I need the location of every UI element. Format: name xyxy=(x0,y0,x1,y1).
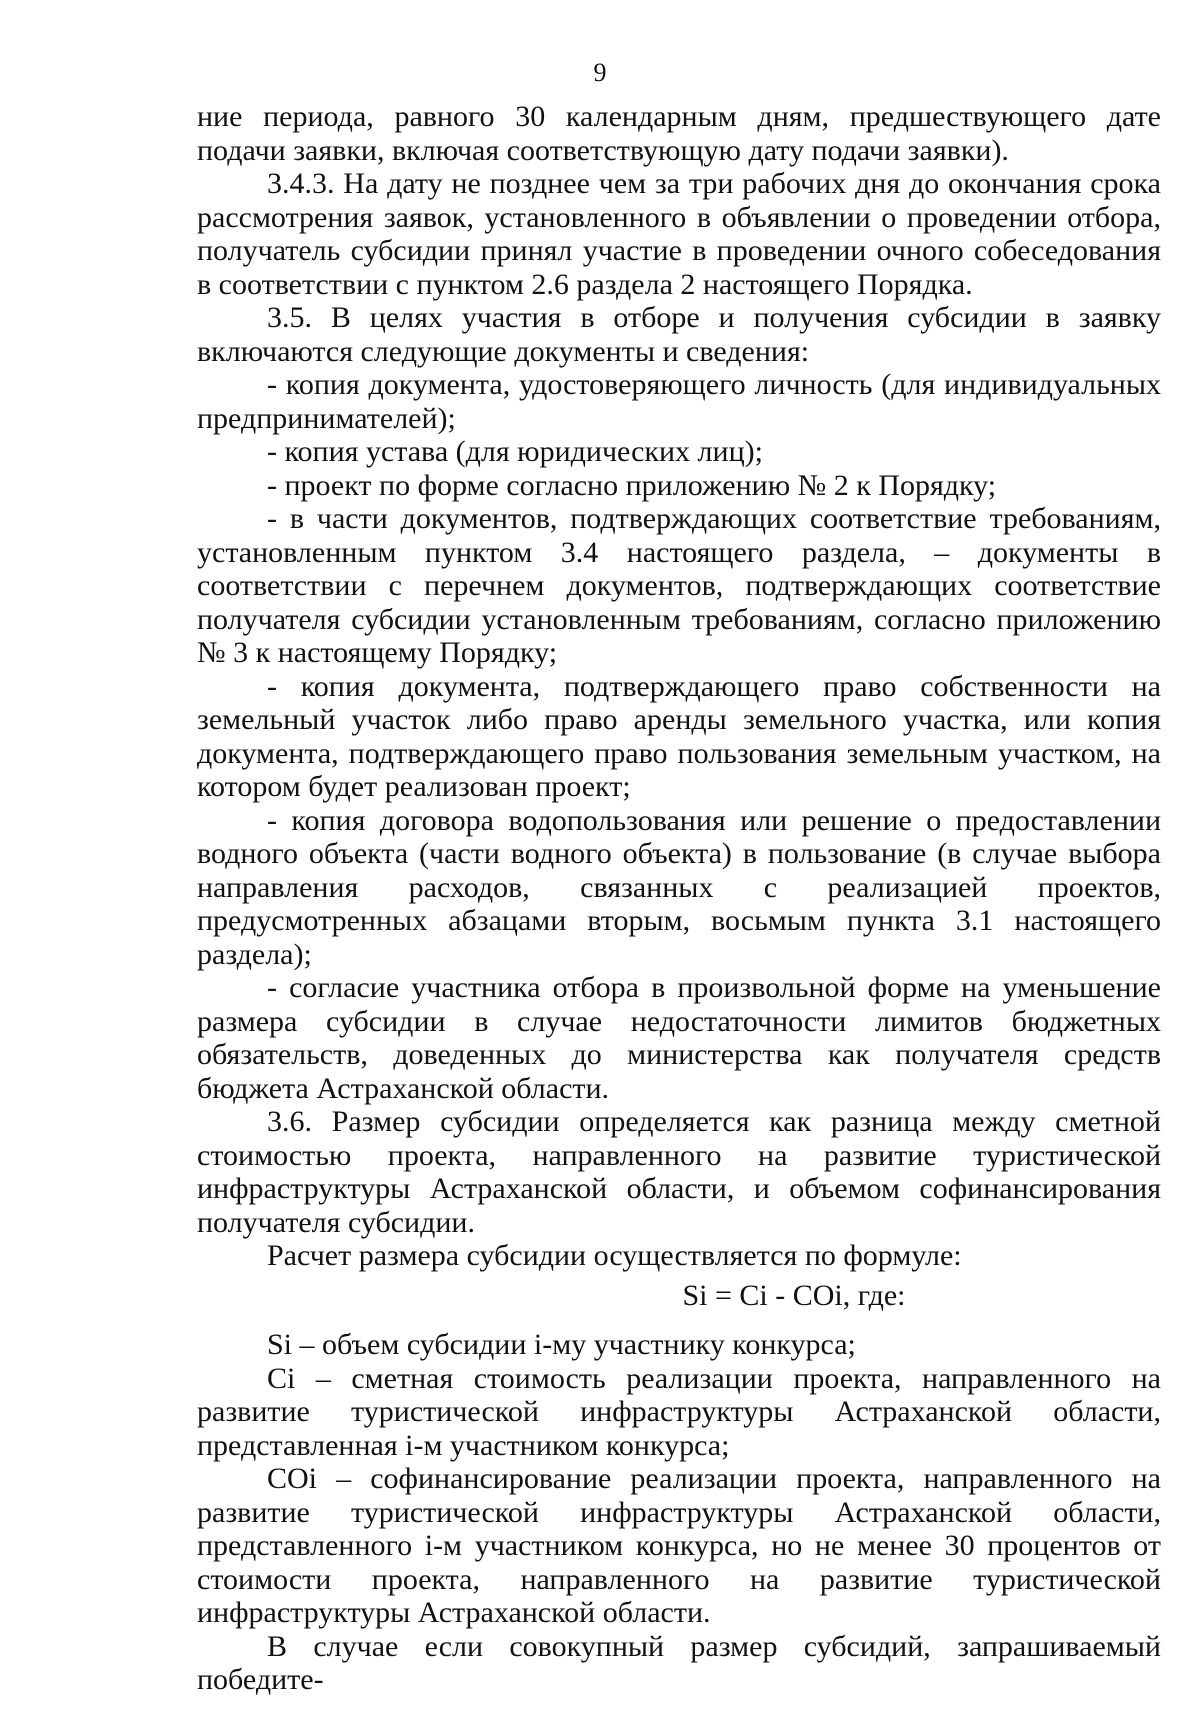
paragraph-total-subsidy: В случае если совокупный размер субсидий, запрашиваемый победите- xyxy=(197,1629,1161,1696)
definition-ci: Ci – сметная стоимость реализации проекта, направленного на развитие туристической инфраструктуры Астраханской области, представленная i-м участником конкурса; xyxy=(197,1361,1161,1462)
paragraph-continuation: ние периода, равного 30 календарным дням, предшествующего дате подачи заявки, включая соответствующую дату подачи заявки). xyxy=(197,100,1161,167)
subsidy-formula: Si = Ci - COi, где: xyxy=(682,1278,906,1312)
document-body xyxy=(197,100,1161,1697)
paragraph-formula-intro: Расчет размера субсидии осуществляется по формуле: xyxy=(267,1239,962,1272)
paragraph-3-5: 3.5. В целях участия в отборе и получения субсидии в заявку включаются следующие документы и сведения: xyxy=(197,301,1161,368)
list-item-consent: - согласие участника отбора в произвольной форме на уменьшение размера субсидии в случае недостаточности лимитов бюджетных обязательств, доведенных до министерства как получателя средств бюджета Астраханской области. xyxy=(197,971,1161,1105)
list-item-identity-document: - копия документа, удостоверяющего личность (для индивидуальных предпринимателей); xyxy=(197,368,1161,435)
list-item-compliance-documents: - в части документов, подтверждающих соответствие требованиям, установленным пунктом 3.4 настоящего раздела, – документы в соответствии с перечнем документов, подтверждающих соответствие получателя субсидии установленным требованиям, согласно приложению № 3 к настоящему Порядку; xyxy=(197,502,1161,669)
paragraph-3-6: 3.6. Размер субсидии определяется как разница между сметной стоимостью проекта, направленного на развитие туристической инфраструктуры Астраханской области, и объемом софинансирования получателя субсидии. xyxy=(197,1105,1161,1239)
paragraph-3-4-3: 3.4.3. На дату не позднее чем за три рабочих дня до окончания срока рассмотрения заявок, установленного в объявлении о проведении отбора, получатель субсидии принял участие в проведении очного собеседования в соответствии с пунктом 2.6 раздела 2 настоящего Порядка. xyxy=(197,167,1161,301)
definition-si: Si – объем субсидии i-му участнику конкурса; xyxy=(267,1328,856,1361)
definition-coi: COi – софинансирование реализации проекта, направленного на развитие туристической инфраструктуры Астраханской области, представленного i-м участником конкурса, но не менее 30 процентов от стоимости проекта, направленного на развитие туристической инфраструктуры Астраханской области. xyxy=(197,1462,1161,1629)
list-item-land-rights: - копия документа, подтверждающего право собственности на земельный участок либо право аренды земельного участка, или копия документа, подтверждающего право пользования земельным участком, на котором будет реализован проект; xyxy=(197,669,1161,803)
page-number: 9 xyxy=(593,58,607,87)
list-item-charter-copy: - копия устава (для юридических лиц); xyxy=(267,435,763,468)
list-item-project-form: - проект по форме согласно приложению № 2 к Порядку; xyxy=(267,468,997,502)
list-item-water-use: - копия договора водопользования или решение о предоставлении водного объекта (части водного объекта) в пользование (в случае выбора направления расходов, связанных с реализацией проектов, предусмотренных абзацами вторым, восьмым пункта 3.1 настоящего раздела); xyxy=(197,803,1161,971)
